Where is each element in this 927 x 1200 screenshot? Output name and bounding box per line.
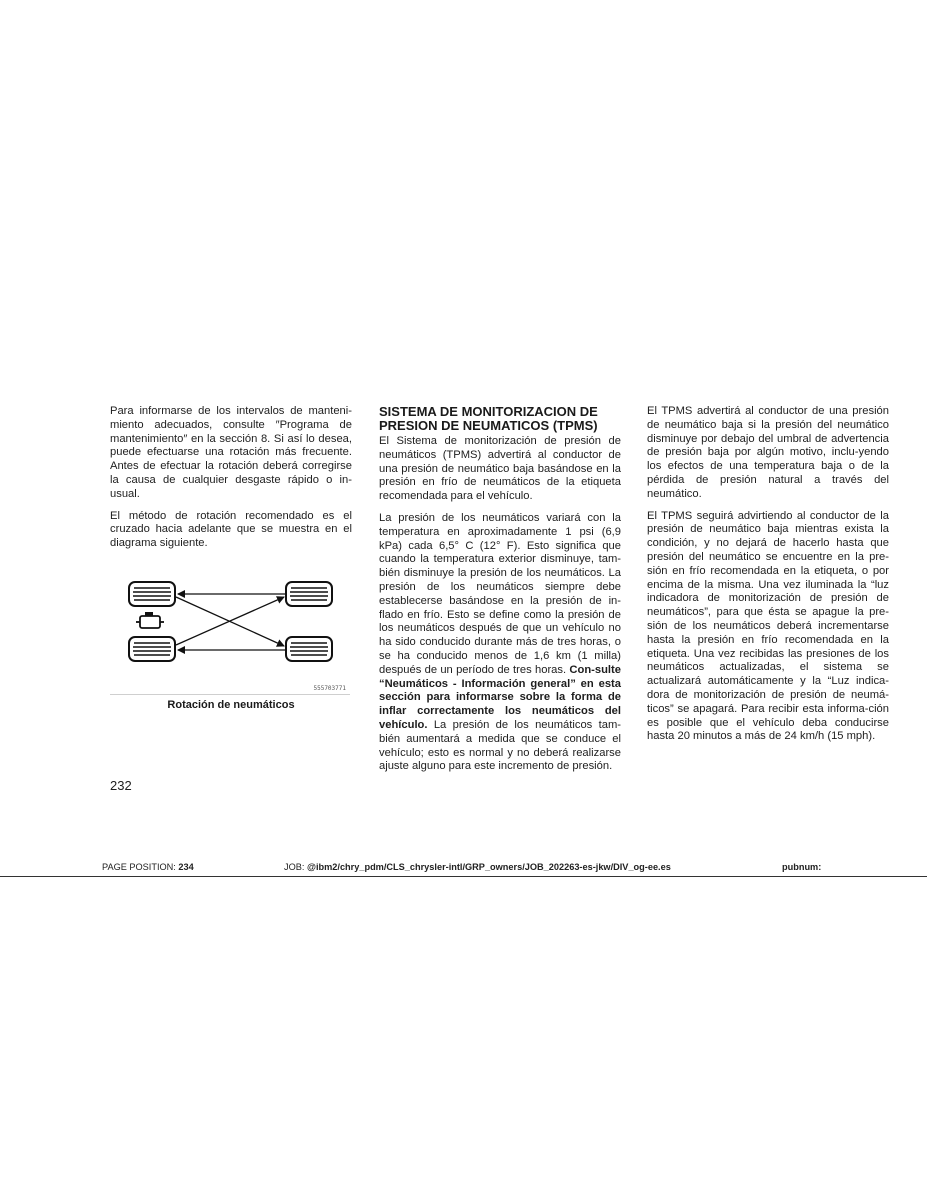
- rotation-method-paragraph: El método de rotación recomendado es el cruzado hacia adelante que se muestra en el diagrama siguiente.: [110, 509, 352, 550]
- engine-icon: [136, 612, 164, 628]
- pubnum-label: pubnum:: [782, 862, 822, 872]
- page-number: 232: [110, 778, 132, 793]
- tpms-warning-paragraph: El TPMS advertirá al conductor de una presión de neumático baja si la presión del neumático disminuye por debajo del umbral de advertencia de presión baja por algún motivo, inclu-yendo los efectos de una temperatura baja o de la pérdida de presión natural a través del neumático.: [647, 405, 889, 500]
- pressure-text-bold: Con-sulte “Neumáticos - Información general” en esta sección para informarse sobre la forma de inflar correctamente los neumáticos del vehículo.: [379, 663, 621, 731]
- page-position-value: 234: [178, 862, 194, 872]
- tpms-intro-paragraph: El Sistema de monitorización de presión de neumáticos (TPMS) advertirá al conductor de una presión de neumático baja basándose en la presión en frío de neumáticos de la etiqueta recomendada para el vehículo.: [379, 435, 621, 503]
- job-value: @ibm2/chry_pdm/CLS_chrysler-intl/GRP_owners/JOB_202263-es-jkw/DIV_og-ee.es: [306, 862, 671, 872]
- right-column: [647, 405, 889, 752]
- tire-rear-left: [129, 637, 175, 661]
- left-column: [110, 405, 352, 559]
- tire-front-left: [129, 582, 175, 606]
- rotation-intro-paragraph: Para informarse de los intervalos de manteni-miento adecuados, consulte ″Programa de mantenimiento″ en la sección 8. Si así lo desea, puede efectuarse una rotación más frecuente. Antes de efectuar la rotación deberá corregirse la causa de cualquier desgaste rápido o in-usual.: [110, 405, 352, 500]
- middle-column: [379, 405, 621, 782]
- job-path: [284, 862, 671, 872]
- pressure-text-a: La presión de los neumáticos variará con la temperatura en aproximadamente 1 psi (6,9 kPa) cada 6,5° C (12° F). Esto significa que cuando la temperatura exterior disminuye, tam-bién disminuye la presión de los neumáticos. La presión de los neumáticos siempre debe establecerse basándose en la presión de in-flado en frío. Esto se define como la presión de los neumáticos después de que un vehículo no ha sido conducido durante más de tres horas, o se ha conducido menos de 1,6 km (1 milla) después de un período de tres horas.: [379, 511, 621, 676]
- figure-caption: Rotación de neumáticos: [167, 699, 295, 711]
- page-position: [102, 862, 194, 872]
- tpms-heading: SISTEMA DE MONITORIZACION DE PRESION DE NEUMATICOS (TPMS): [379, 404, 598, 433]
- tire-front-right: [286, 582, 332, 606]
- pressure-text-b: La presión de los neumáticos tam-bién aumentará a medida que se conduce el vehículo; esto es normal y no deberá realizarse ajuste alguno para este incremento de presión.: [379, 718, 621, 773]
- job-label: JOB:: [284, 862, 307, 872]
- tire-rear-right: [286, 637, 332, 661]
- tire-rotation-svg: [110, 557, 350, 694]
- tpms-continued-warning-paragraph: El TPMS seguirá advirtiendo al conductor de la presión de neumático baja mientras exista la condición, y no dejará de hacerlo hasta que presión del neumático se encuentre en la pre-sión en frío recomendada en la etiqueta, o por encima de la misma. Una vez iluminada la “luz indicadora de monitorización de presión de neumáticos”, para que ésta se apague la pre-sión de los neumáticos deberá incrementarse hasta la presión en frío recomendada en la etiqueta. Una vez recibidas las presiones de los neumáticos actualizadas, el sistema se actualizará automáticamente y la “Luz indica-dora de monitorización de presión de neumá-ticos” se apagará. Para recibir esta informa-ción es posible que el vehículo deba conducirse hasta 20 minutos a más de 24 km/h (15 mph).: [647, 509, 889, 743]
- tpms-pressure-paragraph: [379, 512, 621, 774]
- tire-rotation-diagram: [110, 557, 350, 695]
- print-footer: [0, 858, 927, 877]
- page-position-label: PAGE POSITION:: [102, 862, 179, 872]
- figure-code: 555703771: [313, 685, 346, 692]
